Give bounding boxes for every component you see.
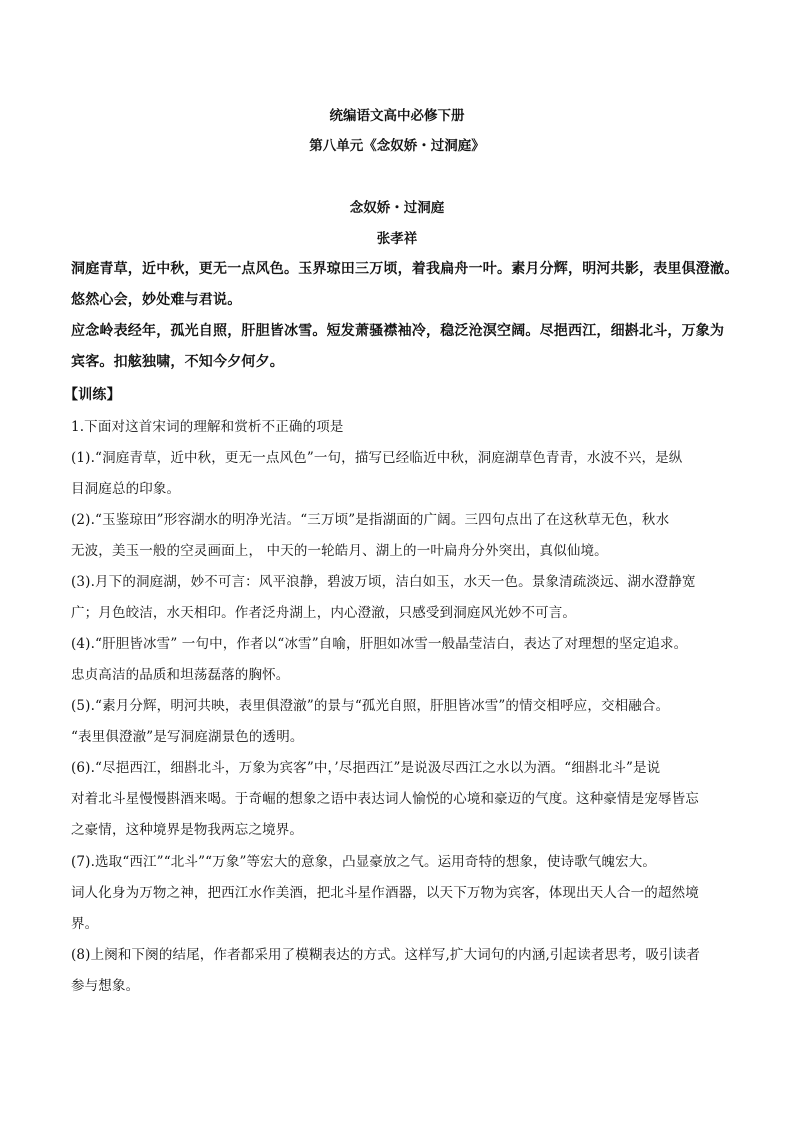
option-line: (2).“玉鉴琼田”形容湖水的明净光洁。“三万顷”是指湖面的广阔。三四句点出了在这秋草无色，秋水: [71, 512, 670, 528]
option-line: (8)上阕和下阕的结尾，作者都采用了模糊表达的方式。这样写,扩大词句的内涵,引起读者思考，吸引读者: [71, 947, 701, 963]
unit-title: 第八单元《念奴娇・过洞庭》: [309, 138, 485, 154]
book-title: 统编语文高中必修下册: [329, 108, 465, 124]
poem-line: 悠然心会，妙处难与君说。: [71, 292, 242, 308]
option-line: 对着北斗星慢慢斟酒来喝。于奇崛的想象之语中表达词人愉悦的心境和豪迈的气度。这种豪情是宠辱皆忘: [71, 791, 699, 807]
option-line: 词人化身为万物之神，把西江水作美酒，把北斗星作酒器，以天下万物为宾客，体现出天人合一的超然境: [71, 885, 699, 901]
poem-line: 应念岭表经年，孤光自照，肝胆皆冰雪。短发萧骚襟袖冷，稳泛沧溟空阔。尽挹西江，细斟北斗，万象为: [71, 323, 725, 339]
poem-title: 念奴娇・过洞庭: [349, 200, 445, 216]
option-line: “表里俱澄澈”是写洞庭湖景色的透明。: [71, 729, 304, 745]
option-line: 界。: [71, 916, 99, 932]
option-line: (5).“素月分辉，明河共映，表里俱澄澈”的景与“孤光自照，肝胆皆冰雪”的情交相呼应，交相融合。: [71, 698, 670, 714]
option-line: 无波，美玉一般的空灵画面上， 中天的一轮皓月、湖上的一叶扁舟分外突出，真似仙境。: [71, 543, 608, 559]
option-line: (4).“肝胆皆冰雪” 一句中，作者以“冰雪”自喻，肝胆如冰雪一般晶莹洁白，表达了对理想的坚定追求。: [71, 636, 688, 652]
option-line: (3).月下的洞庭湖，妙不可言：风平浪静，碧波万顷，洁白如玉，水天一色。景象清疏淡远、湖水澄静宽: [71, 574, 696, 590]
option-line: (6).“尽挹西江，细斟北斗，万象为宾客”中，’尽挹西江”是说汲尽西江之水以为酒。“细斟北斗”是说: [71, 760, 661, 776]
option-line: (1).“洞庭青草，近中秋，更无一点风色”一句，描写已经临近中秋，洞庭湖草色青青，水波不兴，是纵: [71, 450, 683, 466]
option-line: 之豪情，这种境界是物我两忘之境界。: [71, 822, 304, 838]
option-line: 忠贞高洁的品质和坦荡磊落的胸怀。: [71, 667, 290, 683]
poem-line: 洞庭青草，近中秋，更无一点风色。玉界琼田三万顷，着我扁舟一叶。素月分辉，明河共影，表里俱澄澈。: [71, 261, 739, 277]
option-line: 广；月色皎洁，水天相印。作者泛舟湖上，内心澄澈，只感受到洞庭风光妙不可言。: [71, 605, 577, 621]
question-stem: 1.下面对这首宋词的理解和赏析不正确的项是: [71, 419, 344, 435]
poem-line: 宾客。扣舷独啸，不知今夕何夕。: [71, 354, 284, 370]
option-line: (7).选取“西江”“北斗”“万象”等宏大的意象，凸显豪放之气。运用奇特的想象，使诗歌气魄宏大。: [71, 854, 657, 870]
poem-author: 张孝祥: [376, 231, 418, 247]
training-heading: 【训练】: [64, 387, 121, 403]
option-line: 参与想象。: [71, 978, 140, 994]
option-line: 目洞庭总的印象。: [71, 481, 181, 497]
